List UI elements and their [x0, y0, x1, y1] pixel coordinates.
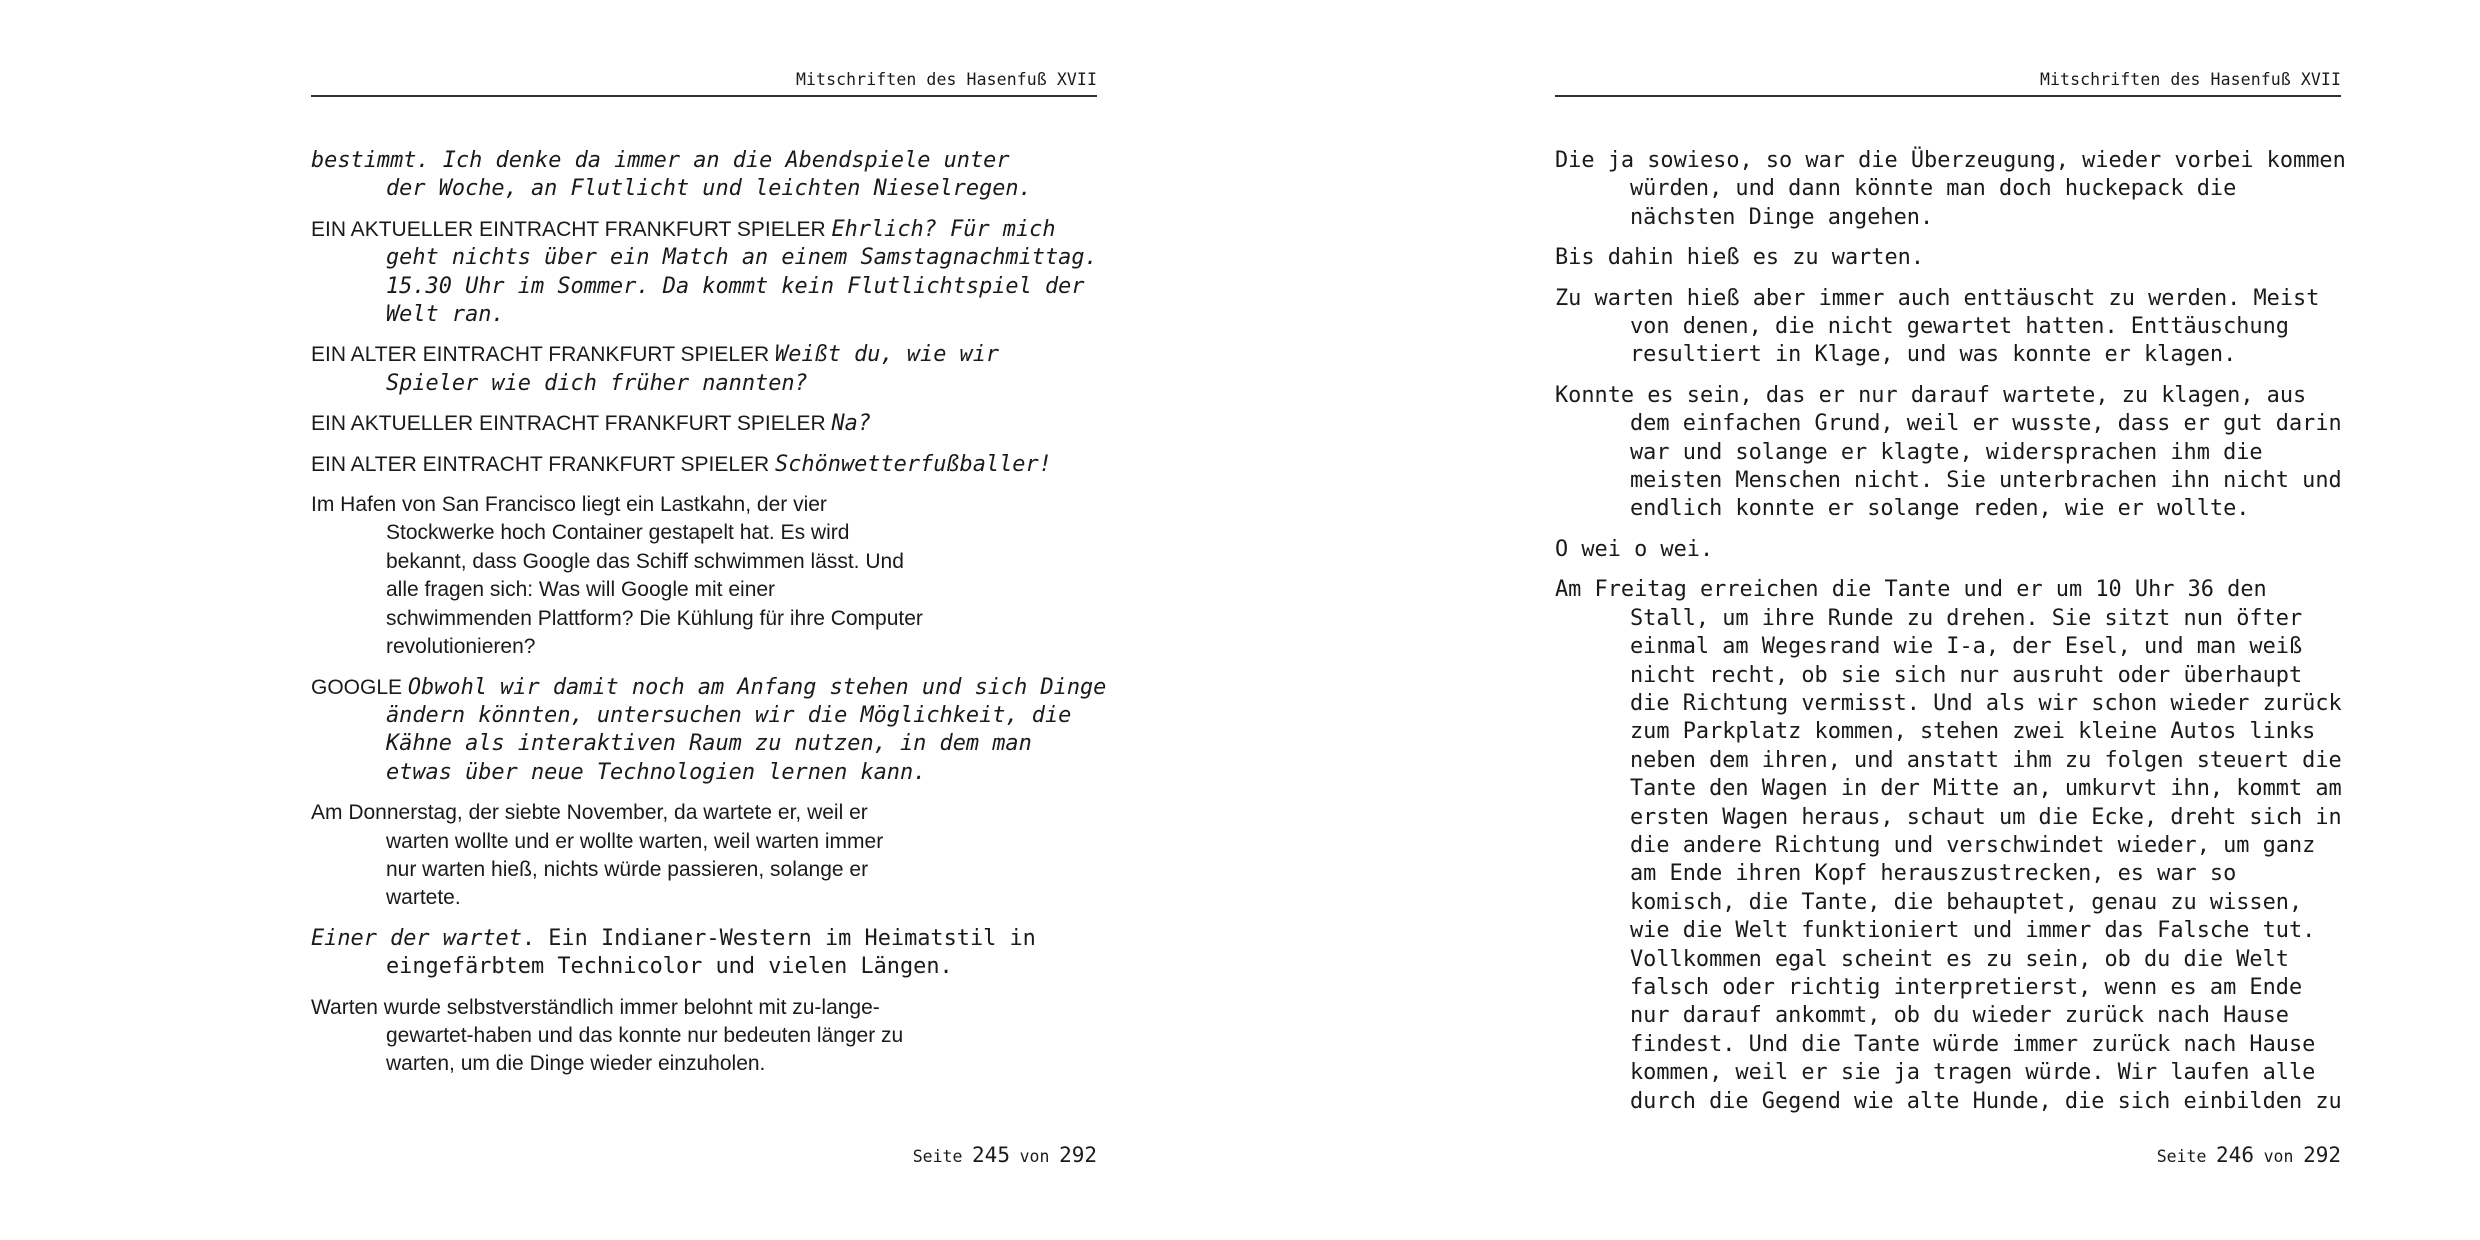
text-run: kommen, weil er sie ja tragen würde. Wir laufen alle [1630, 1060, 2316, 1086]
text-run: GOOGLE [311, 675, 408, 699]
italic-text: etwas über neue Technologien lernen kann. [386, 759, 927, 785]
text-run: Am Freitag erreichen die Tante und er um 10 Uhr 36 den [1555, 577, 2267, 603]
footer-label: Seite [2156, 1147, 2207, 1166]
header-rule [1555, 95, 2341, 97]
text-run: EIN AKTUELLER EINTRACHT FRANKFURT SPIELER [311, 412, 832, 436]
page-total: 292 [1059, 1143, 1097, 1167]
text-run: falsch oder richtig interpretierst, wenn es am Ende [1630, 974, 2303, 1000]
text-run: am Ende ihren Kopf herauszustrecken, es war so [1630, 861, 2237, 887]
page-number: 245 [972, 1143, 1010, 1167]
paragraph [311, 994, 1097, 1079]
text-run: nächsten Dinge angehen. [1630, 204, 1934, 230]
text-run: ersten Wagen heraus, schaut um die Ecke, dreht sich in [1630, 804, 2342, 830]
running-head: Mitschriften des Hasenfuß XVII [2039, 70, 2341, 89]
paragraph [311, 674, 1107, 788]
text-run: Am Donnerstag, der siebte November, da wartete er, weil er [311, 801, 868, 825]
text-run: einmal am Wegesrand wie I-a, der Esel, und man weiß [1630, 634, 2303, 660]
text-run: schwimmenden Plattform? Die Kühlung für ihre Computer [386, 606, 923, 630]
text-run: Tante den Wagen in der Mitte an, umkurvt ihn, kommt am [1630, 776, 2342, 802]
paragraph [1555, 244, 2341, 272]
text-run: die andere Richtung und verschwindet wieder, um ganz [1630, 832, 2316, 858]
paragraph [311, 410, 1097, 438]
italic-text: Spieler wie dich früher nannten? [386, 370, 808, 396]
italic-text: der Woche, an Flutlicht und leichten Nieselregen. [386, 176, 1032, 202]
text-run: nur warten hieß, nichts würde passieren, solange er [386, 857, 869, 881]
paragraph [311, 216, 1097, 330]
text-run: findest. Und die Tante würde immer zurück nach Hause [1630, 1031, 2316, 1057]
text-run: eingefärbtem Technicolor und vielen Längen. [386, 954, 953, 980]
italic-text: 15.30 Uhr im Sommer. Da kommt kein Flutlichtspiel der [386, 273, 1085, 299]
paragraph [311, 147, 1097, 204]
page-footer [1555, 1143, 2341, 1167]
text-run: nicht recht, ob sie sich nur ausruht oder überhaupt [1630, 662, 2303, 688]
paragraph [311, 341, 1097, 398]
italic-text: ändern könnten, untersuchen wir die Möglichkeit, die [386, 702, 1072, 728]
footer-sep: von [1019, 1147, 1050, 1166]
text-run: Vollkommen egal scheint es zu sein, ob du die Welt [1630, 946, 2289, 972]
paragraph [311, 799, 1097, 913]
italic-text: Na? [831, 411, 872, 437]
running-head: Mitschriften des Hasenfuß XVII [795, 70, 1097, 89]
text-run: durch die Gegend wie alte Hunde, die sich einbilden zu [1630, 1088, 2342, 1114]
text-run: wie die Welt funktioniert und immer das Falsche tut. [1630, 918, 2316, 944]
text-run: EIN AKTUELLER EINTRACHT FRANKFURT SPIELER [311, 217, 832, 241]
paragraph [1555, 382, 2341, 524]
text-run: Stall, um ihre Runde zu drehen. Sie sitzt nun öfter [1630, 605, 2303, 631]
text-run: würden, und dann könnte man doch huckepack die [1630, 176, 2237, 202]
text-run: endlich konnte er solange reden, wie er wollte. [1630, 496, 2250, 522]
text-run: meisten Menschen nicht. Sie unterbrachen ihn nicht und [1630, 468, 2342, 494]
text-run: . Ein Indianer-Western im Heimatstil in [521, 925, 1036, 951]
text-run: gewartet-haben und das konnte nur bedeuten länger zu [386, 1023, 904, 1047]
left-page [311, 0, 1107, 1240]
italic-text: Ehrlich? Für mich [831, 216, 1056, 242]
paragraph [1555, 147, 2346, 232]
footer-sep: von [2263, 1147, 2294, 1166]
italic-text: geht nichts über ein Match an einem Samstagnachmittag. [386, 245, 1098, 271]
italic-text: Kähne als interaktiven Raum zu nutzen, in dem man [386, 731, 1032, 757]
text-run: Warten wurde selbstverständlich immer belohnt mit zu-lange- [311, 995, 880, 1019]
text-run: von denen, die nicht gewartet hatten. Enttäuschung [1630, 314, 2289, 340]
paragraph [311, 451, 1097, 479]
text-run: Konnte es sein, das er nur darauf wartete, zu klagen, aus [1555, 382, 2307, 408]
right-page [1555, 0, 2346, 1240]
text-run: nur darauf ankommt, ob du wieder zurück nach Hause [1630, 1003, 2289, 1029]
text-run: EIN ALTER EINTRACHT FRANKFURT SPIELER [311, 452, 776, 476]
paragraph [1555, 285, 2341, 370]
text-run: warten wollte und er wollte warten, weil warten immer [386, 829, 884, 853]
text-run: zum Parkplatz kommen, stehen zwei kleine Autos links [1630, 719, 2316, 745]
italic-text: Einer der wartet [311, 925, 522, 951]
text-run: warten, um die Dinge wieder einzuholen. [386, 1052, 766, 1076]
page-footer [311, 1143, 1097, 1167]
text-run: wartete. [386, 886, 461, 910]
text-run: revolutionieren? [386, 635, 536, 659]
italic-text: Schönwetterfußballer! [775, 451, 1052, 477]
text-run: Im Hafen von San Francisco liegt ein Lastkahn, der vier [311, 493, 827, 517]
page-body [311, 147, 1107, 1091]
italic-text: Obwohl wir damit noch am Anfang stehen und sich Dinge [407, 674, 1107, 700]
text-run: die Richtung vermisst. Und als wir schon wieder zurück [1630, 690, 2342, 716]
text-run: dem einfachen Grund, weil er wusste, dass er gut darin [1630, 411, 2342, 437]
page-body [1555, 147, 2346, 1128]
italic-text: bestimmt. Ich denke da immer an die Abendspiele unter [311, 148, 1010, 173]
italic-text: Welt ran. [386, 302, 505, 328]
text-run: EIN ALTER EINTRACHT FRANKFURT SPIELER [311, 343, 776, 367]
text-run: komisch, die Tante, die behauptet, genau zu wissen, [1630, 889, 2303, 915]
paragraph [1555, 536, 2341, 564]
paragraph [1555, 576, 2341, 1116]
text-run: resultiert in Klage, und was konnte er klagen. [1630, 342, 2237, 368]
italic-text: Weißt du, wie wir [775, 342, 1000, 368]
text-run: Die ja sowieso, so war die Überzeugung, wieder vorbei kommen [1555, 148, 2346, 173]
text-run: Bis dahin hieß es zu warten. [1555, 245, 1925, 271]
page-number: 246 [2216, 1143, 2254, 1167]
paragraph [311, 925, 1097, 982]
text-run: Stockwerke hoch Container gestapelt hat. Es wird [386, 521, 850, 545]
header-rule [311, 95, 1097, 97]
text-run: O wei o wei. [1555, 536, 1714, 562]
text-run: bekannt, dass Google das Schiff schwimmen lässt. Und [386, 549, 904, 573]
text-run: neben dem ihren, und anstatt ihm zu folgen steuert die [1630, 747, 2342, 773]
text-run: Zu warten hieß aber immer auch enttäuscht zu werden. Meist [1555, 285, 2320, 311]
text-run: war und solange er klagte, widersprachen ihm die [1630, 439, 2263, 465]
footer-label: Seite [912, 1147, 963, 1166]
page-total: 292 [2303, 1143, 2341, 1167]
paragraph [311, 491, 1097, 661]
text-run: alle fragen sich: Was will Google mit einer [386, 578, 776, 602]
